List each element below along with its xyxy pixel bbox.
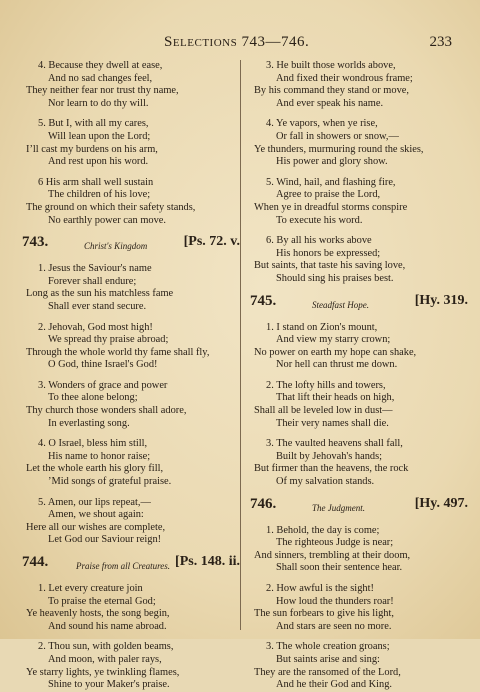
stanza-line: Agree to praise the Lord, (276, 189, 381, 201)
stanza-first-line: 5. Amen, our lips repeat,— (38, 496, 151, 508)
hymn-743-body (22, 263, 240, 547)
stanza (250, 322, 468, 372)
stanza-line: Forever shall endure; (48, 275, 137, 287)
stanza-line: And moon, with paler rays, (48, 653, 162, 665)
stanza-first-line: 1. Jesus the Saviour's name (38, 263, 152, 275)
stanza-line: Through the whole world thy fame shall fly, (26, 346, 210, 358)
stanza-line: Nor hell can thrust me down. (276, 359, 398, 371)
stanza-first-line: 4. Ye vapors, when ye rise, (266, 118, 378, 130)
stanza-line: Their very names shall die. (276, 417, 389, 429)
stanza-line: When ye in dreadful storms conspire (254, 201, 408, 213)
stanza-line: And sound his name abroad. (48, 620, 167, 632)
hymn-tune-title: Steadfast Hope. (312, 299, 369, 310)
hymn-heading-745 (250, 294, 468, 314)
stanza (22, 497, 240, 547)
hymn-tune-title: Christ's Kingdom (84, 241, 148, 252)
running-title: Selections 743—746. (164, 34, 310, 50)
stanza-first-line: 1. Let every creature join (38, 583, 143, 594)
stanza-line: Of my salvation stands. (276, 476, 375, 488)
stanza-first-line: 2. The lofty hills and towers, (266, 379, 386, 391)
stanza-first-line: 3. Wonders of grace and power (38, 379, 168, 391)
stanza-line: But firmer than the heavens, the rock (254, 463, 409, 475)
stanza-line: To execute his word. (276, 214, 363, 226)
stanza (250, 118, 468, 168)
stanza-line: Shall soon their sentence hear. (276, 562, 403, 574)
stanza-line: The ground on which their safety stands, (26, 201, 196, 213)
hymn-heading-744 (22, 555, 240, 575)
stanza-line: And rest upon his word. (48, 156, 149, 168)
stanza (22, 177, 240, 227)
stanza-line: We spread thy praise abroad; (48, 334, 169, 346)
stanza (250, 525, 468, 575)
stanza-line: But saints, that taste his saving love, (254, 260, 406, 272)
stanza-line: Shine to your Maker's praise. (48, 679, 170, 691)
stanza-line: No power on earth my hope can shake, (254, 346, 417, 358)
stanza-line: They neither fear nor trust thy name, (26, 85, 179, 97)
stanza-line: Nor learn to do thy will. (48, 97, 149, 109)
stanza-line: His honors be expressed; (276, 247, 381, 259)
stanza (250, 641, 468, 691)
hymn-number: 743. (22, 234, 49, 251)
stanza-line: And sinners, trembling at their doom, (254, 549, 411, 561)
stanza-first-line: 2. Thou sun, with golden beams, (38, 641, 174, 653)
stanza-line: To praise the eternal God; (48, 595, 156, 607)
hymn-746-body (250, 525, 468, 692)
continued-hymn (22, 60, 240, 227)
stanza-line: Thy church those wonders shall adore, (26, 405, 187, 417)
hymn-tune-title: Praise from all Creatures. (76, 561, 170, 571)
stanza (250, 60, 468, 110)
stanza (250, 177, 468, 227)
stanza-line: Long as the sun his matchless fame (26, 288, 174, 300)
stanza-first-line: 6 His arm shall well sustain (38, 176, 154, 188)
hymn-number: 746. (250, 495, 277, 512)
stanza-line: Ye starry lights, ye twinkling flames, (26, 666, 180, 678)
stanza-first-line: 5. Wind, hail, and flashing fire, (266, 176, 396, 188)
stanza-line: The children of his love; (48, 189, 151, 201)
stanza-first-line: 5. But I, with all my cares, (38, 118, 149, 130)
stanza-line: How loud the thunders roar! (276, 595, 394, 607)
stanza-line: Shall ever stand secure. (48, 300, 147, 312)
stanza-line: Ye thunders, murmuring round the skies, (254, 143, 424, 155)
stanza-first-line: 1. Behold, the day is come; (266, 524, 380, 536)
stanza-line: That lift their heads on high, (276, 392, 395, 404)
stanza (22, 118, 240, 168)
stanza (22, 263, 240, 313)
right-column (250, 60, 468, 691)
hymn-heading-746 (250, 497, 468, 517)
stanza-first-line: 2. Jehovah, God most high! (38, 321, 153, 333)
stanza-first-line: 6. By all his works above (266, 235, 372, 247)
page-number: 233 (429, 34, 452, 50)
stanza-line: And fixed their wondrous frame; (276, 72, 413, 84)
stanza-line: They are the ransomed of the Lord, (254, 666, 401, 678)
stanza-line: ’Mid songs of grateful praise. (48, 476, 172, 488)
stanza-line: Let God our Saviour reign! (48, 534, 162, 546)
stanza-first-line: 3. The whole creation groans; (266, 641, 390, 653)
stanza (22, 641, 240, 691)
hymn-reference: [Hy. 497. (414, 495, 468, 511)
hymn-number: 744. (22, 554, 49, 570)
stanza-line: His power and glory show. (276, 156, 388, 168)
stanza-line: Shall all be leveled low in dust— (254, 405, 393, 417)
stanza-line: No earthly power can move. (48, 214, 167, 226)
stanza-line: And no sad changes feel, (48, 72, 153, 84)
stanza-first-line: 4. Because they dwell at ease, (38, 60, 163, 71)
stanza-line: Will lean upon the Lord; (48, 130, 151, 142)
continued-hymn (250, 60, 468, 286)
stanza (250, 380, 468, 430)
hymn-reference: [Hy. 319. (414, 292, 468, 308)
stanza (250, 235, 468, 285)
stanza (22, 60, 240, 110)
hymn-tune-title: The Judgment. (312, 502, 365, 513)
hymn-745-body (250, 322, 468, 489)
stanza (250, 438, 468, 488)
hymn-number: 745. (250, 292, 277, 309)
stanza-line: And stars are seen no more. (276, 620, 392, 632)
stanza-line: The sun forbears to give his light, (254, 608, 394, 620)
stanza-line: I’ll cast my burdens on his arm, (26, 143, 158, 155)
hymn-heading-743 (22, 235, 240, 255)
stanza-line: By his command they stand or move, (254, 85, 409, 97)
stanza-line: His name to honor raise; (48, 450, 151, 462)
stanza-line: Built by Jehovah's hands; (276, 450, 383, 462)
stanza-first-line: 2. How awful is the sight! (266, 583, 374, 594)
column-divider (240, 60, 241, 630)
stanza-line: Amen, we shout again: (48, 509, 144, 521)
page-header (0, 34, 480, 50)
stanza-line: But saints arise and sing: (276, 653, 380, 665)
stanza (22, 438, 240, 488)
stanza (250, 583, 468, 633)
stanza-line: Ye heavenly hosts, the song begin, (26, 608, 170, 620)
hymn-744-body (22, 583, 240, 692)
stanza-line: Let the whole earth his glory fill, (26, 463, 164, 475)
stanza-line: Should sing his praises best. (276, 272, 394, 284)
hymn-reference: [Ps. 148. ii. (175, 554, 240, 569)
stanza-line: Or fall in showers or snow,— (276, 130, 399, 142)
stanza-line: In everlasting song. (48, 417, 130, 429)
left-column (22, 60, 240, 691)
stanza-first-line: 3. The vaulted heavens shall fall, (266, 438, 403, 450)
stanza (22, 322, 240, 372)
stanza-first-line: 3. He built those worlds above, (266, 60, 396, 71)
stanza-first-line: 4. O Israel, bless him still, (38, 438, 148, 450)
stanza (22, 380, 240, 430)
stanza-line: The righteous Judge is near; (276, 537, 394, 549)
stanza-line: O God, thine Israel's God! (48, 359, 158, 371)
stanza-line: And ever speak his name. (276, 97, 384, 109)
hymn-reference: [Ps. 72. v. (183, 234, 240, 250)
stanza-line: Here all our wishes are complete, (26, 521, 166, 533)
stanza-line: To thee alone belong; (48, 392, 138, 404)
stanza-line: And he their God and King. (276, 679, 393, 691)
stanza-first-line: 1. I stand on Zion's mount, (266, 321, 378, 333)
stanza (22, 583, 240, 633)
stanza-line: And view my starry crown; (276, 334, 391, 346)
